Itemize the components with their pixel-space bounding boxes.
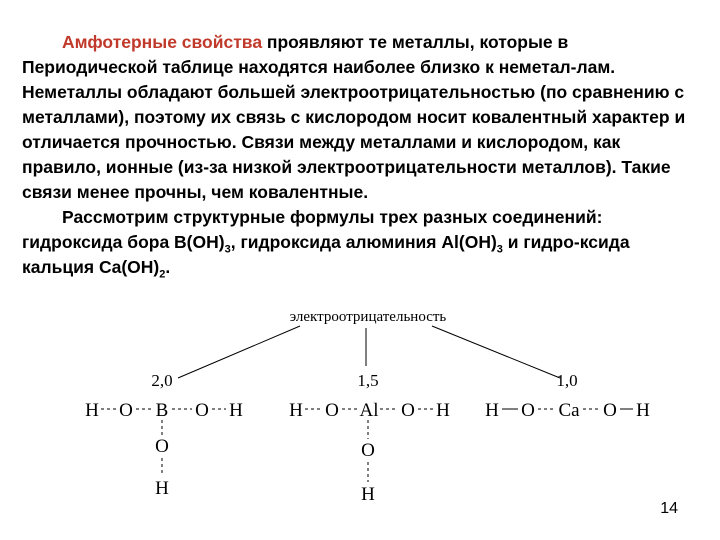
page-number: 14	[660, 500, 678, 517]
formula-aluminium: Al(OH)	[441, 232, 497, 252]
atom-h: H	[361, 484, 375, 505]
atom-h: H	[229, 400, 243, 421]
paragraph1-text: проявляют те металлы, которые в Периодической таблице находятся наиболее близко к неметал-лам. Неметаллы обладают большей электроотрицательностью (по сравнению с металлами), поэтому их связь с кислородом носит ковалентный характер и отличается прочностью. Связи между металлами и кислородом, как правило, ионные (из-за низкой электроотрицательности металлов). Такие связи менее прочны, чем ковалентные.	[22, 32, 686, 202]
atom-o: O	[155, 436, 169, 457]
formula-calcium: Ca(OH)	[98, 257, 160, 277]
paragraph2-mid1: , гидроксида алюминия	[230, 232, 442, 252]
formula-boron: B(OH)	[174, 232, 225, 252]
atom-o: O	[603, 400, 617, 421]
atom-o: O	[521, 400, 535, 421]
atom-h: H	[436, 400, 450, 421]
atom-center: Al	[359, 400, 379, 421]
atom-h: H	[85, 400, 99, 421]
atom-h: H	[485, 400, 499, 421]
connector-right	[432, 326, 560, 378]
electronegativity-header: электроотрицательность	[289, 309, 447, 325]
compound-boron-hydroxide	[85, 371, 243, 499]
main-text	[22, 30, 702, 280]
electronegativity-value: 2,0	[151, 371, 173, 390]
paragraph2-intro: Рассмотрим структурные формулы трех разных соединений: гидроксида бора	[22, 207, 603, 252]
formula-boron-sub: 3	[224, 243, 231, 256]
connector-left	[178, 326, 300, 378]
electronegativity-value: 1,5	[357, 371, 379, 390]
atom-h: H	[289, 400, 303, 421]
paragraph2-end: .	[165, 257, 171, 277]
paragraph-amphoteric	[22, 30, 702, 205]
compound-calcium-hydroxide	[485, 371, 650, 421]
formula-calcium-sub: 2	[159, 268, 166, 281]
atom-o: O	[361, 440, 375, 461]
compound-aluminium-hydroxide	[289, 371, 450, 505]
atom-h: H	[636, 400, 650, 421]
atom-o: O	[195, 400, 209, 421]
highlight-term: Амфотерные свойства	[62, 32, 263, 52]
atom-center: Ca	[558, 400, 580, 421]
electronegativity-value: 1,0	[556, 371, 578, 390]
formula-aluminium-sub: 3	[496, 243, 503, 256]
atom-h: H	[155, 478, 169, 499]
structural-formulas-diagram	[70, 298, 670, 510]
paragraph2-mid2: и гидро-ксида кальция	[22, 232, 630, 277]
atom-o: O	[119, 400, 133, 421]
paragraph-formulas	[22, 205, 702, 280]
atom-o: O	[325, 400, 339, 421]
atom-center: B	[155, 400, 169, 421]
atom-o: O	[401, 400, 415, 421]
